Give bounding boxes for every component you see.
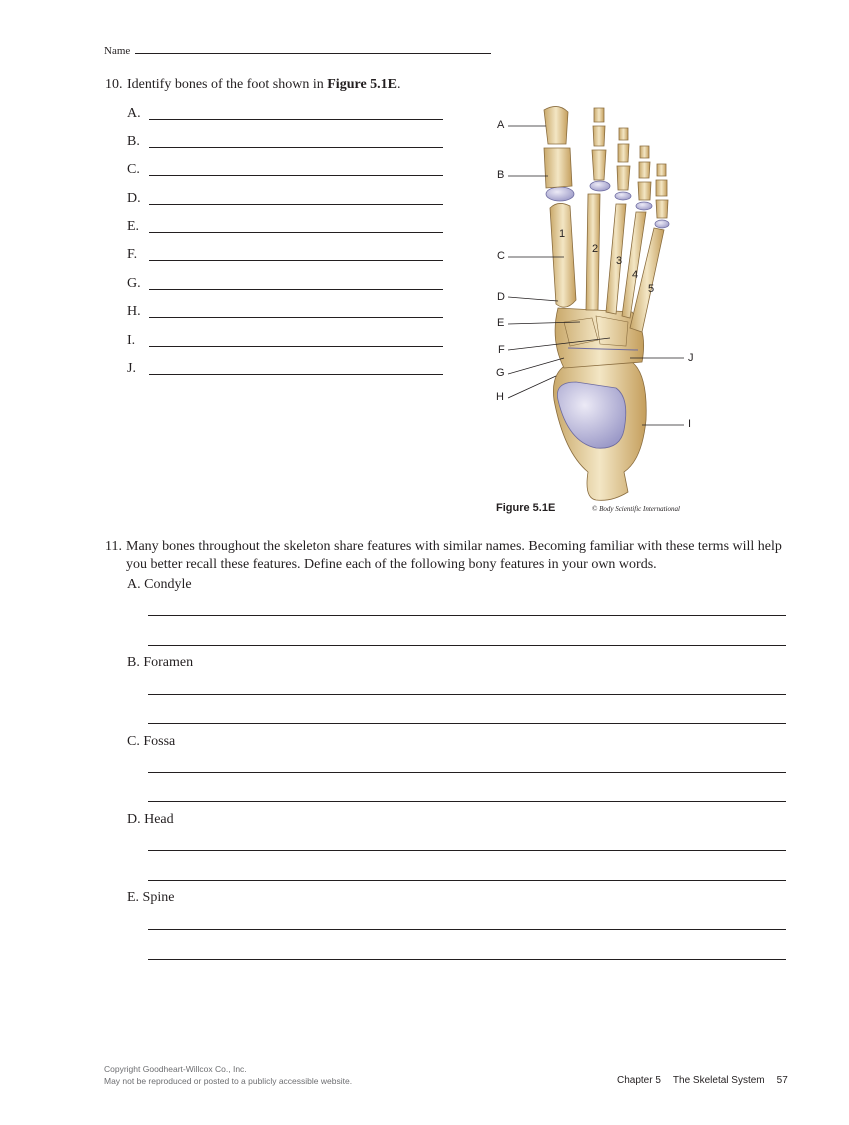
answer-row-d	[127, 191, 447, 209]
chapter-title: The Skeletal System	[672, 1075, 765, 1086]
figure-reference: Figure 5.1E	[327, 77, 397, 92]
callout-g: G	[496, 367, 505, 379]
answer-line[interactable]	[148, 723, 786, 724]
name-rule[interactable]	[135, 43, 491, 54]
digit-number-3: 3	[616, 255, 623, 267]
question-10-period: .	[397, 77, 401, 92]
callout-c: C	[497, 250, 505, 262]
question-11-text: Many bones throughout the skeleton share features with similar names. Becoming familiar with these terms will help you better recall these features. Define each of the following bony features in your own words.	[126, 539, 782, 572]
digit-number-2: 2	[592, 243, 599, 255]
answer-row-e	[127, 219, 447, 237]
callout-f: F	[498, 344, 505, 356]
answer-line[interactable]	[148, 959, 786, 960]
callout-j: J	[688, 352, 694, 364]
answer-row-j	[127, 361, 447, 379]
answer-row-i	[127, 333, 447, 351]
name-label: Name	[104, 45, 131, 57]
answer-label: A.	[127, 106, 141, 121]
answer-line[interactable]	[149, 317, 443, 318]
answer-row-c	[127, 162, 447, 180]
callout-d: D	[497, 291, 505, 303]
question-10-text: Identify bones of the foot shown in	[127, 77, 328, 92]
name-field	[104, 43, 491, 57]
answer-row-f	[127, 247, 447, 265]
copyright-line: Copyright Goodheart-Willcox Co., Inc.	[104, 1064, 247, 1074]
callout-a: A	[497, 119, 505, 131]
callout-i: I	[688, 418, 692, 430]
question-10-prompt	[105, 77, 401, 93]
answer-line[interactable]	[148, 929, 786, 930]
answer-row-b	[127, 134, 447, 152]
item-spine-label: E. Spine	[127, 890, 175, 905]
answer-line[interactable]	[148, 694, 786, 695]
copyright-notice	[104, 1063, 352, 1087]
answer-line[interactable]	[149, 175, 443, 176]
digit-number-4: 4	[632, 269, 639, 281]
question-10-number: 10.	[105, 77, 123, 92]
item-head-label: D. Head	[127, 812, 174, 827]
figure-credit: © Body Scientific International	[592, 505, 680, 513]
answer-label: C.	[127, 162, 140, 177]
answer-line[interactable]	[148, 801, 786, 802]
answer-line[interactable]	[148, 645, 786, 646]
answer-row-h	[127, 304, 447, 322]
figure-caption: Figure 5.1E	[496, 502, 556, 514]
answer-line[interactable]	[148, 772, 786, 773]
answer-row-a	[127, 106, 447, 124]
answer-line[interactable]	[149, 289, 443, 290]
digit-number-1: 1	[559, 228, 566, 240]
answer-row-g	[127, 276, 447, 294]
answer-line[interactable]	[149, 374, 443, 375]
answer-label: D.	[127, 191, 141, 206]
answer-line[interactable]	[149, 204, 443, 205]
answer-label: B.	[127, 134, 140, 149]
digit-number-5: 5	[648, 283, 655, 295]
callout-e: E	[497, 317, 505, 329]
answer-line[interactable]	[149, 232, 443, 233]
answer-line[interactable]	[149, 260, 443, 261]
callout-h: H	[496, 391, 504, 403]
answer-label: F.	[127, 247, 138, 262]
answer-line[interactable]	[148, 615, 786, 616]
answer-line[interactable]	[149, 119, 443, 120]
item-fossa-label: C. Fossa	[127, 734, 176, 749]
answer-label: E.	[127, 219, 140, 234]
answer-label: J.	[127, 361, 136, 376]
callout-b: B	[497, 169, 505, 181]
answer-line[interactable]	[149, 346, 443, 347]
page-number: 57	[776, 1075, 788, 1086]
answer-line[interactable]	[149, 147, 443, 148]
answer-label: I.	[127, 333, 136, 348]
chapter-label: Chapter 5	[617, 1075, 661, 1086]
foot-bones-figure	[492, 100, 712, 520]
item-foramen-label: B. Foramen	[127, 655, 194, 670]
answer-line[interactable]	[148, 880, 786, 881]
answer-label: H.	[127, 304, 141, 319]
reproduction-notice: May not be reproduced or posted to a publicly accessible website.	[104, 1076, 353, 1086]
item-condyle-label: A. Condyle	[127, 577, 192, 592]
question-11-number: 11.	[105, 539, 122, 554]
answer-line[interactable]	[148, 850, 786, 851]
answer-label: G.	[127, 276, 141, 291]
question-11-prompt	[105, 538, 795, 574]
page-footer	[617, 1075, 788, 1086]
foot-skeleton-illustration	[492, 100, 712, 520]
